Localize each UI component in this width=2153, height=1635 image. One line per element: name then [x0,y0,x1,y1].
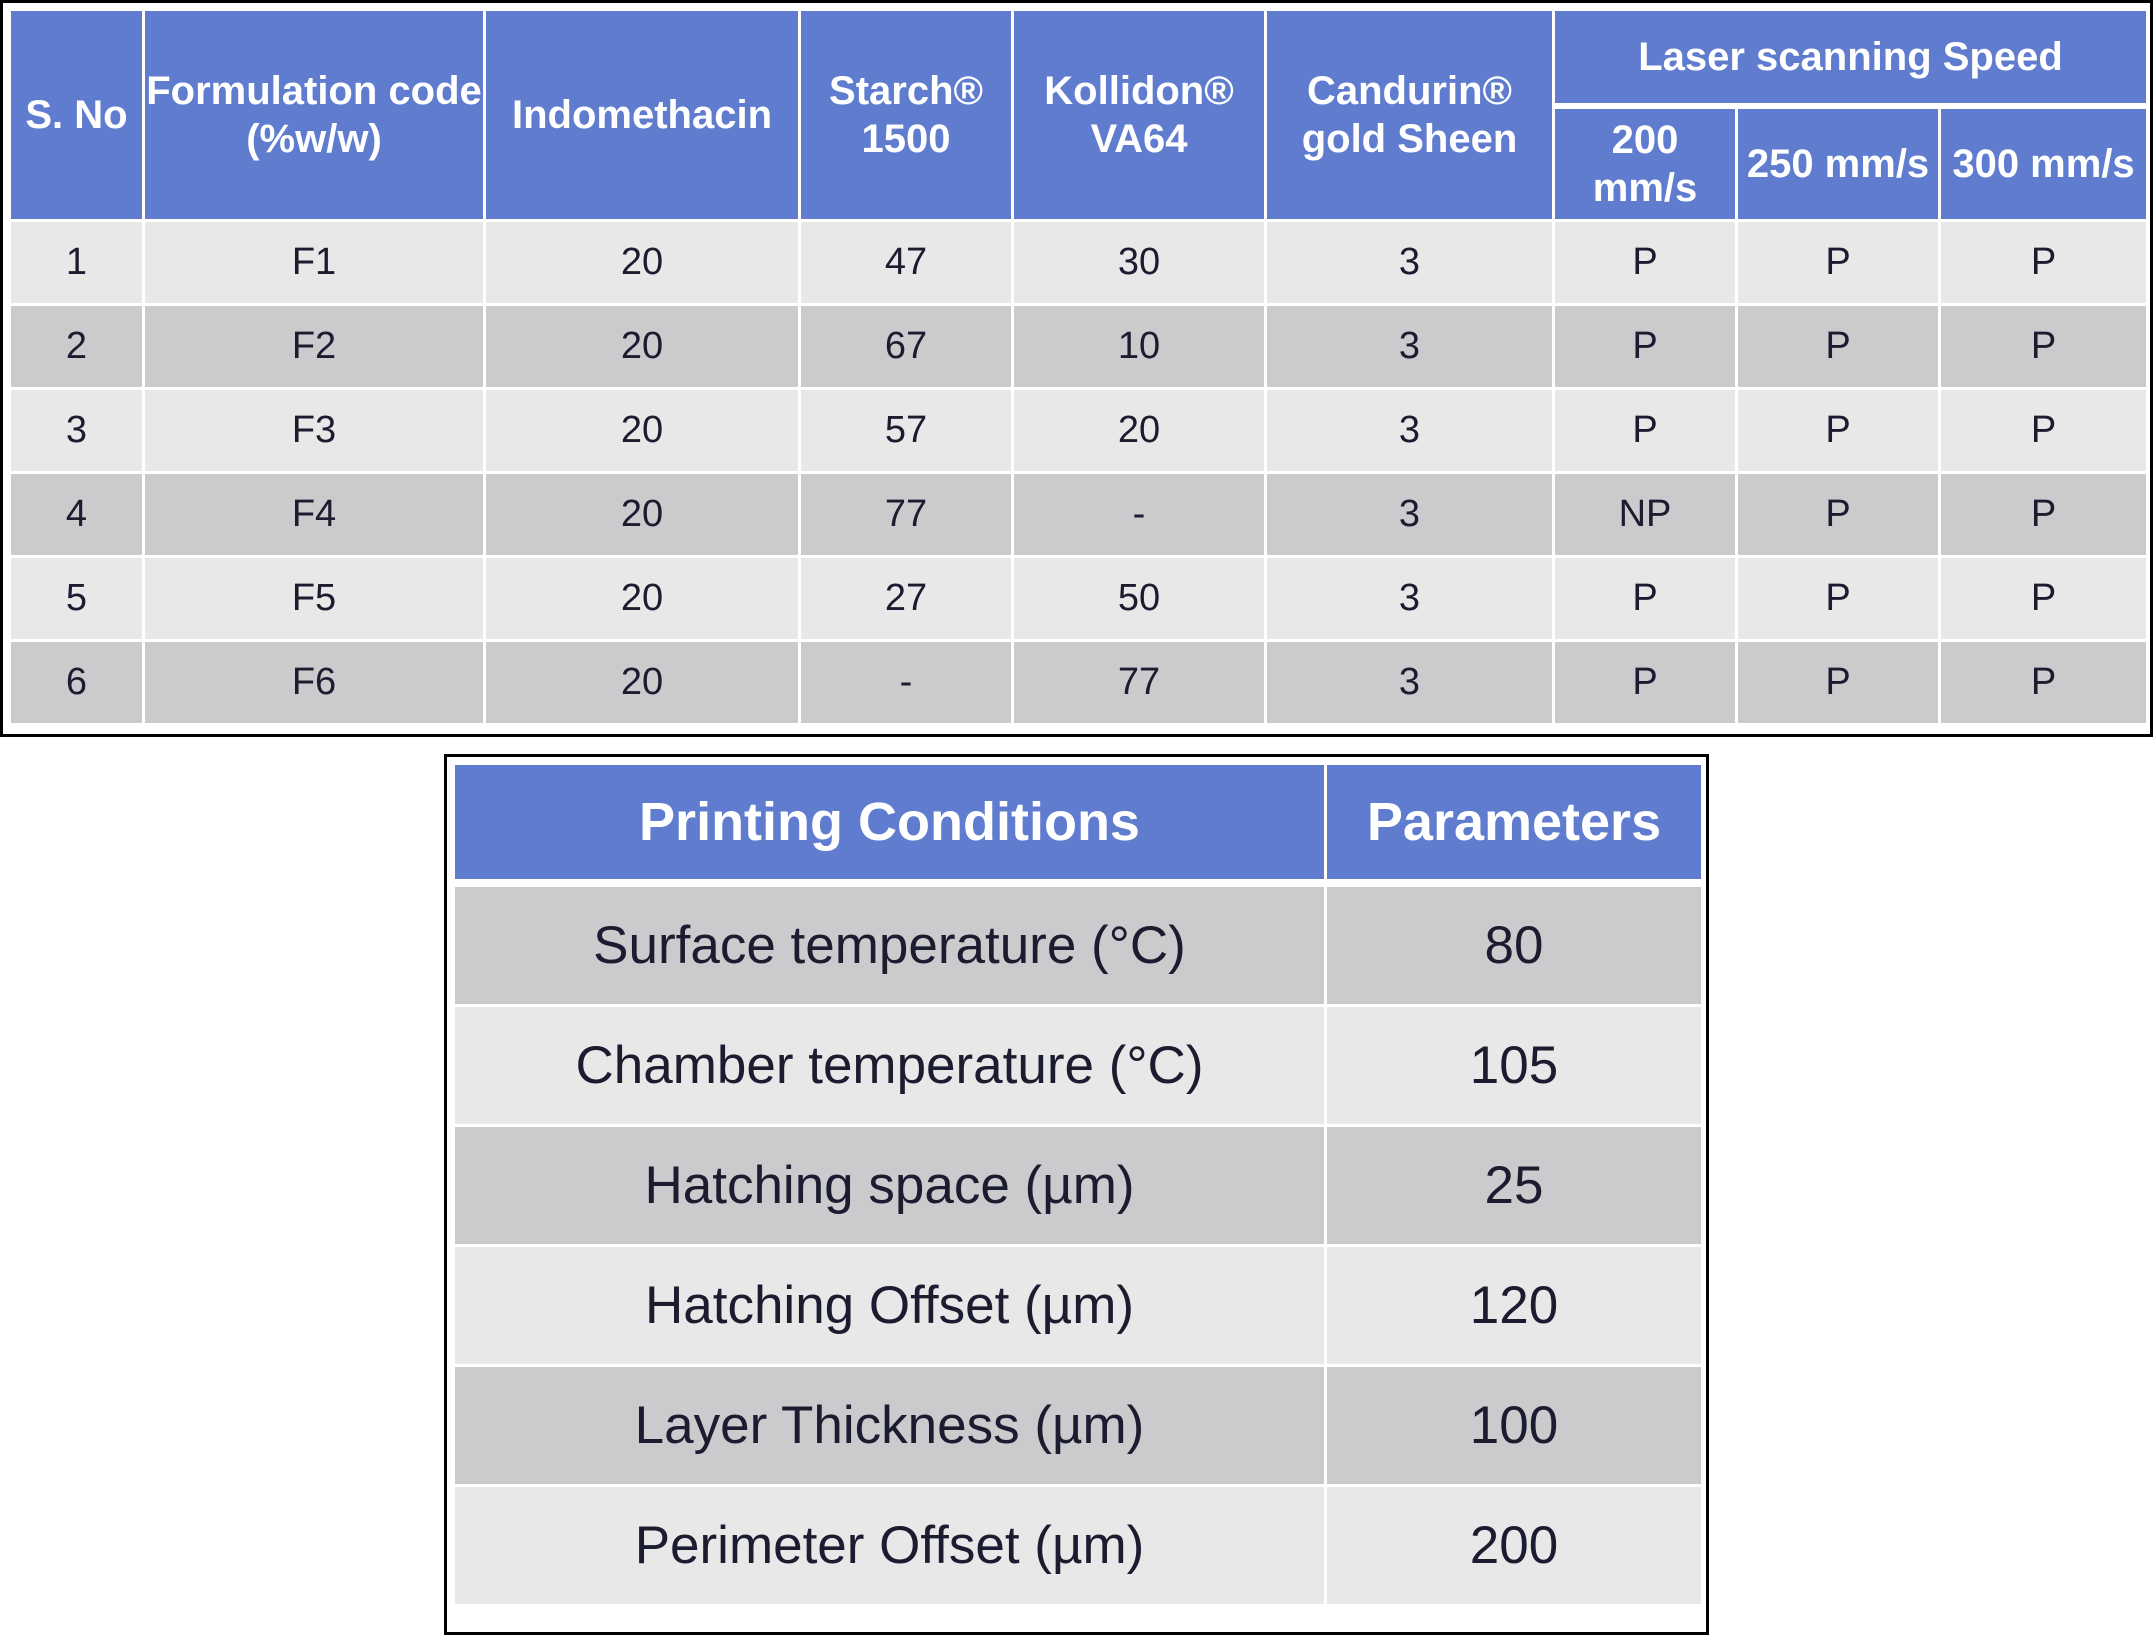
cell-speed-300: P [1940,473,2148,557]
cell-speed-250: P [1737,473,1940,557]
cell-sno: 6 [10,641,144,725]
cell-code: F3 [144,389,485,473]
cell-speed-300: P [1940,305,2148,389]
header-formulation-code: Formulation code (%w/w) [144,10,485,221]
header-indomethacin: Indomethacin [485,10,800,221]
cell-speed-300: P [1940,557,2148,641]
cell-parameter: 120 [1326,1246,1703,1366]
cell-indomethacin: 20 [485,473,800,557]
cell-code: F2 [144,305,485,389]
cell-speed-200: P [1554,641,1737,725]
table-row [10,389,2148,473]
cell-speed-250: P [1737,389,1940,473]
cell-indomethacin: 20 [485,305,800,389]
cell-parameter: 80 [1326,883,1703,1006]
table-row [454,1006,1703,1126]
cell-condition: Layer Thickness (µm) [454,1366,1326,1486]
cell-starch: 47 [800,221,1013,305]
cell-condition: Perimeter Offset (µm) [454,1486,1326,1606]
table-row [10,641,2148,725]
cell-kollidon: 77 [1013,641,1266,725]
cell-speed-300: P [1940,389,2148,473]
table-row [10,305,2148,389]
cell-speed-200: NP [1554,473,1737,557]
cell-kollidon: 10 [1013,305,1266,389]
cell-candurin: 3 [1266,305,1554,389]
cell-starch: 77 [800,473,1013,557]
cell-speed-200: P [1554,389,1737,473]
cell-speed-300: P [1940,221,2148,305]
cell-speed-250: P [1737,221,1940,305]
header-parameters: Parameters [1326,764,1703,884]
cell-sno: 3 [10,389,144,473]
header-sno: S. No [10,10,144,221]
cell-condition: Chamber temperature (°C) [454,1006,1326,1126]
header-candurin: Candurin® gold Sheen [1266,10,1554,221]
cell-code: F6 [144,641,485,725]
cell-condition: Hatching Offset (µm) [454,1246,1326,1366]
cell-speed-250: P [1737,641,1940,725]
printing-conditions-table [452,762,1704,1607]
header-speed-200: 200 mm/s [1554,106,1737,221]
table-row [454,1246,1703,1366]
header-printing-conditions: Printing Conditions [454,764,1326,884]
table-row [454,1366,1703,1486]
formulation-table-frame [0,0,2153,737]
table-row [10,473,2148,557]
cell-starch: - [800,641,1013,725]
cell-kollidon: - [1013,473,1266,557]
cell-condition: Hatching space (µm) [454,1126,1326,1246]
header-starch: Starch® 1500 [800,10,1013,221]
cell-parameter: 100 [1326,1366,1703,1486]
cell-sno: 5 [10,557,144,641]
cell-parameter: 200 [1326,1486,1703,1606]
cell-parameter: 25 [1326,1126,1703,1246]
cell-starch: 27 [800,557,1013,641]
cell-candurin: 3 [1266,221,1554,305]
cell-kollidon: 50 [1013,557,1266,641]
cell-speed-250: P [1737,305,1940,389]
cell-code: F4 [144,473,485,557]
cell-speed-200: P [1554,221,1737,305]
cell-indomethacin: 20 [485,221,800,305]
cell-speed-200: P [1554,557,1737,641]
cell-candurin: 3 [1266,473,1554,557]
cell-kollidon: 20 [1013,389,1266,473]
printing-conditions-table-frame [444,754,1709,1635]
cell-parameter: 105 [1326,1006,1703,1126]
table-row [454,1486,1703,1606]
cell-speed-250: P [1737,557,1940,641]
cell-starch: 67 [800,305,1013,389]
header-laser-scanning-speed: Laser scanning Speed [1554,10,2148,107]
cell-sno: 2 [10,305,144,389]
cell-sno: 1 [10,221,144,305]
table-row [10,221,2148,305]
header-speed-250: 250 mm/s [1737,106,1940,221]
cell-kollidon: 30 [1013,221,1266,305]
cell-code: F1 [144,221,485,305]
cell-code: F5 [144,557,485,641]
cell-indomethacin: 20 [485,389,800,473]
header-kollidon: Kollidon® VA64 [1013,10,1266,221]
cell-starch: 57 [800,389,1013,473]
table-row [10,557,2148,641]
cell-speed-200: P [1554,305,1737,389]
header-speed-300: 300 mm/s [1940,106,2148,221]
cell-candurin: 3 [1266,389,1554,473]
formulation-table [8,8,2149,726]
cell-speed-300: P [1940,641,2148,725]
table-row [454,883,1703,1006]
cell-indomethacin: 20 [485,641,800,725]
cell-indomethacin: 20 [485,557,800,641]
cell-condition: Surface temperature (°C) [454,883,1326,1006]
table-row [454,1126,1703,1246]
cell-candurin: 3 [1266,641,1554,725]
cell-candurin: 3 [1266,557,1554,641]
cell-sno: 4 [10,473,144,557]
